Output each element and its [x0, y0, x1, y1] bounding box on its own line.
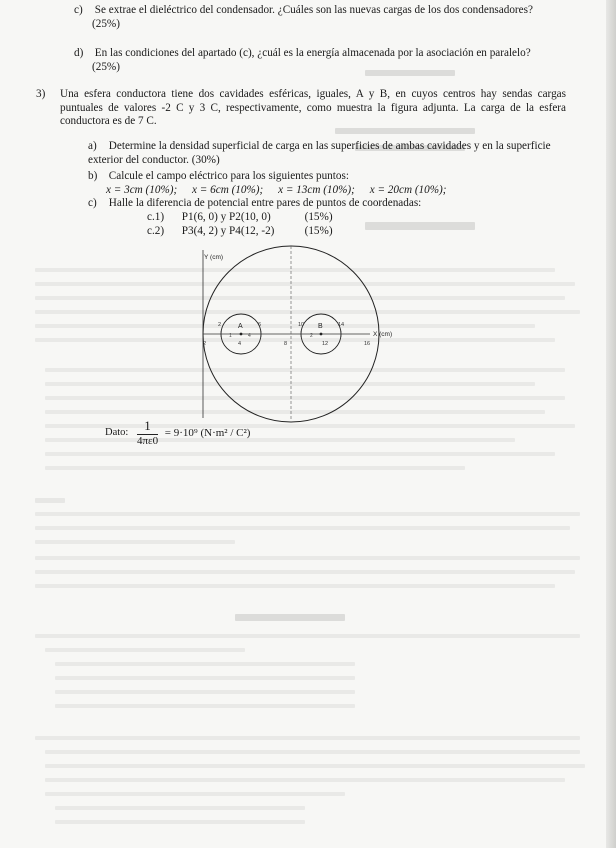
y-axis-label: Y (cm): [204, 254, 224, 261]
part-text: Calcule el campo eléctrico para los siguientes puntos:: [108, 170, 349, 182]
problem-3-part-a: [88, 140, 566, 167]
sub-pct: (15%): [304, 225, 333, 237]
part-text: Se extrae el dieléctrico del condensador. ¿Cuáles son las nuevas cargas de los dos condensadores?: [94, 4, 533, 16]
problem-3-part-b: [88, 170, 566, 197]
part-label: b): [88, 170, 98, 182]
part-c2: [147, 225, 447, 239]
inner-label: 2: [310, 333, 313, 339]
b-points: [88, 184, 566, 198]
cavity-b-label: B: [318, 323, 323, 330]
part-text: En las condiciones del apartado (c), ¿cuál es la energía almacenada por la asociación en paralelo?: [94, 47, 531, 59]
tick-label: 2: [203, 341, 207, 347]
part-pct: (25%): [92, 17, 120, 30]
sub-pct: (15%): [304, 211, 333, 223]
problem-text: Una esfera conductora tiene dos cavidades esféricas, iguales, A y B, en cuyos centros hay sendas cargas puntuales de valores -2 C y 3 C, respectivamente, como muestra la figura adjunta. La carga de la esfera conductora es de 7 C.: [60, 88, 566, 127]
x-axis-label: X (cm): [373, 331, 393, 338]
numerator: 1: [137, 418, 158, 435]
sub-label: c.1): [147, 211, 165, 223]
tick-label: 2: [218, 322, 222, 328]
problem-3-statement: [36, 88, 566, 129]
point-item: x = 13cm (10%);: [278, 183, 355, 196]
problem-3-part-c: [88, 197, 566, 211]
part-label: c): [74, 4, 83, 16]
dato-label: Dato:: [105, 427, 129, 438]
sub-text: P1(6, 0) y P2(10, 0): [181, 211, 271, 223]
tick-label: 16: [364, 341, 371, 347]
tick-label: 6: [258, 322, 262, 328]
point-item: x = 3cm (10%);: [106, 183, 178, 196]
dato-value: = 9·10⁹ (N·m² / C²): [164, 426, 251, 439]
inner-label: 1: [229, 333, 232, 339]
tick-label: 10: [298, 322, 305, 328]
sub-text: P3(4, 2) y P4(12, -2): [181, 225, 275, 237]
page-edge: [606, 0, 616, 848]
tick-label: 14: [338, 322, 345, 328]
tick-label: 8: [284, 341, 288, 347]
previous-part-d: [74, 47, 570, 74]
part-c1: [147, 211, 447, 225]
part-label: a): [88, 140, 97, 152]
sub-label: c.2): [147, 225, 165, 237]
tick-label: 4: [238, 341, 242, 347]
part-text: Determine la densidad superficial de carga en las superficies de ambas cavidades y en la superficie exterior del conductor. (30%): [88, 140, 551, 166]
inner-label: 4: [248, 333, 251, 339]
fraction: [137, 418, 158, 447]
problem-number: 3): [36, 88, 46, 100]
denominator: 4πε0: [136, 435, 159, 447]
point-item: x = 6cm (10%);: [192, 183, 264, 196]
cavity-a-label: A: [238, 323, 243, 330]
part-pct: (25%): [92, 60, 120, 73]
part-label: c): [88, 197, 97, 209]
point-item: x = 20cm (10%);: [369, 183, 447, 196]
previous-part-c: [74, 4, 570, 31]
part-label: d): [74, 47, 84, 59]
dato-formula: [105, 418, 250, 447]
part-text: Halle la diferencia de potencial entre pares de puntos de coordenadas:: [108, 197, 422, 209]
tick-label: 12: [322, 341, 329, 347]
